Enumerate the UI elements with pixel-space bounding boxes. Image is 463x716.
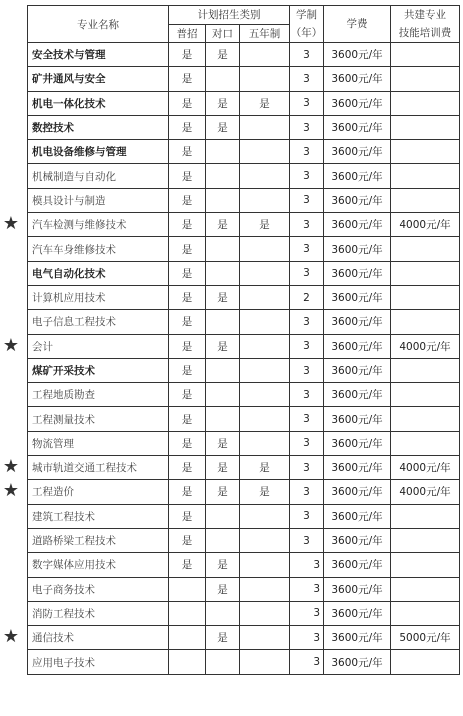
putong-cell: 是 xyxy=(169,528,206,552)
putong-cell xyxy=(169,577,206,601)
wunian-cell xyxy=(240,43,290,67)
years-cell: 3 xyxy=(290,601,324,625)
years-cell: 3 xyxy=(290,456,324,480)
fee-cell: 3600元/年 xyxy=(324,358,391,382)
fee-cell: 3600元/年 xyxy=(324,310,391,334)
star-icon: ★ xyxy=(2,456,20,477)
putong-cell: 是 xyxy=(169,91,206,115)
wunian-cell xyxy=(240,164,290,188)
major-name-cell: 汽车检测与维修技术 xyxy=(28,213,169,237)
putong-cell: 是 xyxy=(169,456,206,480)
table-row xyxy=(28,601,460,625)
table-row xyxy=(28,456,460,480)
years-cell: 3 xyxy=(290,334,324,358)
wunian-cell xyxy=(240,504,290,528)
fee-cell: 3600元/年 xyxy=(324,334,391,358)
major-name-cell: 通信技术 xyxy=(28,626,169,650)
table-row xyxy=(28,115,460,139)
duikou-cell xyxy=(206,504,240,528)
putong-cell: 是 xyxy=(169,43,206,67)
training-fee-cell xyxy=(391,285,460,309)
table-row xyxy=(28,188,460,212)
years-cell: 3 xyxy=(290,213,324,237)
duikou-cell xyxy=(206,261,240,285)
table-row xyxy=(28,480,460,504)
major-name-cell: 电子信息工程技术 xyxy=(28,310,169,334)
years-cell: 3 xyxy=(290,431,324,455)
table-row xyxy=(28,577,460,601)
training-fee-cell: 4000元/年 xyxy=(391,334,460,358)
duikou-cell xyxy=(206,601,240,625)
major-name-cell: 煤矿开采技术 xyxy=(28,358,169,382)
putong-cell: 是 xyxy=(169,383,206,407)
major-name-cell: 电气自动化技术 xyxy=(28,261,169,285)
training-fee-cell xyxy=(391,504,460,528)
major-name-cell: 工程测量技术 xyxy=(28,407,169,431)
table-row xyxy=(28,213,460,237)
fee-cell: 3600元/年 xyxy=(324,285,391,309)
training-fee-cell xyxy=(391,91,460,115)
header-training-line1: 共建专业 xyxy=(404,9,447,21)
table-row xyxy=(28,553,460,577)
duikou-cell xyxy=(206,67,240,91)
putong-cell: 是 xyxy=(169,310,206,334)
duikou-cell: 是 xyxy=(206,91,240,115)
wunian-cell xyxy=(240,383,290,407)
years-cell: 3 xyxy=(290,310,324,334)
putong-cell xyxy=(169,601,206,625)
putong-cell: 是 xyxy=(169,261,206,285)
wunian-cell: 是 xyxy=(240,480,290,504)
table-row xyxy=(28,164,460,188)
table-row xyxy=(28,67,460,91)
years-cell: 3 xyxy=(290,626,324,650)
wunian-cell xyxy=(240,601,290,625)
wunian-cell xyxy=(240,407,290,431)
major-name-cell: 计算机应用技术 xyxy=(28,285,169,309)
years-cell: 3 xyxy=(290,140,324,164)
years-cell: 3 xyxy=(290,188,324,212)
fee-cell: 3600元/年 xyxy=(324,504,391,528)
header-row-top xyxy=(28,6,460,25)
wunian-cell xyxy=(240,334,290,358)
years-cell: 3 xyxy=(290,358,324,382)
fee-cell: 3600元/年 xyxy=(324,140,391,164)
years-cell: 3 xyxy=(290,650,324,674)
fee-cell: 3600元/年 xyxy=(324,91,391,115)
table-row xyxy=(28,504,460,528)
table-row xyxy=(28,43,460,67)
putong-cell: 是 xyxy=(169,188,206,212)
training-fee-cell xyxy=(391,553,460,577)
table-row xyxy=(28,334,460,358)
training-fee-cell xyxy=(391,577,460,601)
fee-cell: 3600元/年 xyxy=(324,456,391,480)
duikou-cell: 是 xyxy=(206,626,240,650)
table-row xyxy=(28,650,460,674)
fee-cell: 3600元/年 xyxy=(324,480,391,504)
header-fee: 学费 xyxy=(324,6,391,43)
putong-cell: 是 xyxy=(169,358,206,382)
fee-cell: 3600元/年 xyxy=(324,553,391,577)
star-icon: ★ xyxy=(2,335,20,356)
major-name-cell: 工程造价 xyxy=(28,480,169,504)
training-fee-cell xyxy=(391,140,460,164)
wunian-cell: 是 xyxy=(240,91,290,115)
header-plan: 计划招生类别 xyxy=(169,6,290,25)
years-cell: 3 xyxy=(290,67,324,91)
fee-cell: 3600元/年 xyxy=(324,601,391,625)
years-cell: 3 xyxy=(290,91,324,115)
training-fee-cell: 5000元/年 xyxy=(391,626,460,650)
header-years xyxy=(290,6,324,43)
table-row xyxy=(28,285,460,309)
fee-cell: 3600元/年 xyxy=(324,213,391,237)
major-name-cell: 模具设计与制造 xyxy=(28,188,169,212)
table-row xyxy=(28,91,460,115)
wunian-cell xyxy=(240,67,290,91)
fee-cell: 3600元/年 xyxy=(324,431,391,455)
table-row xyxy=(28,431,460,455)
training-fee-cell xyxy=(391,237,460,261)
training-fee-cell xyxy=(391,431,460,455)
duikou-cell xyxy=(206,310,240,334)
duikou-cell: 是 xyxy=(206,480,240,504)
duikou-cell xyxy=(206,188,240,212)
major-name-cell: 电子商务技术 xyxy=(28,577,169,601)
years-cell: 3 xyxy=(290,261,324,285)
wunian-cell xyxy=(240,431,290,455)
table-row xyxy=(28,528,460,552)
years-cell: 3 xyxy=(290,528,324,552)
training-fee-cell xyxy=(391,528,460,552)
putong-cell: 是 xyxy=(169,407,206,431)
major-name-cell: 工程地质勘查 xyxy=(28,383,169,407)
putong-cell: 是 xyxy=(169,285,206,309)
major-name-cell: 汽车车身维修技术 xyxy=(28,237,169,261)
wunian-cell xyxy=(240,650,290,674)
years-cell: 3 xyxy=(290,237,324,261)
wunian-cell xyxy=(240,188,290,212)
training-fee-cell xyxy=(391,67,460,91)
star-icon: ★ xyxy=(2,626,20,647)
years-cell: 3 xyxy=(290,115,324,139)
major-name-cell: 机电一体化技术 xyxy=(28,91,169,115)
fee-cell: 3600元/年 xyxy=(324,650,391,674)
wunian-cell xyxy=(240,237,290,261)
training-fee-cell xyxy=(391,650,460,674)
header-major: 专业名称 xyxy=(28,6,169,43)
duikou-cell xyxy=(206,407,240,431)
wunian-cell xyxy=(240,140,290,164)
training-fee-cell xyxy=(391,407,460,431)
fee-cell: 3600元/年 xyxy=(324,407,391,431)
major-name-cell: 会计 xyxy=(28,334,169,358)
training-fee-cell: 4000元/年 xyxy=(391,213,460,237)
wunian-cell xyxy=(240,285,290,309)
fee-cell: 3600元/年 xyxy=(324,188,391,212)
fee-cell: 3600元/年 xyxy=(324,67,391,91)
duikou-cell xyxy=(206,528,240,552)
major-name-cell: 数字媒体应用技术 xyxy=(28,553,169,577)
wunian-cell: 是 xyxy=(240,456,290,480)
wunian-cell: 是 xyxy=(240,213,290,237)
duikou-cell xyxy=(206,237,240,261)
putong-cell: 是 xyxy=(169,334,206,358)
putong-cell: 是 xyxy=(169,504,206,528)
duikou-cell xyxy=(206,140,240,164)
duikou-cell xyxy=(206,358,240,382)
major-name-cell: 城市轨道交通工程技术 xyxy=(28,456,169,480)
major-name-cell: 机电设备维修与管理 xyxy=(28,140,169,164)
training-fee-cell: 4000元/年 xyxy=(391,480,460,504)
wunian-cell xyxy=(240,528,290,552)
table-row xyxy=(28,140,460,164)
major-name-cell: 应用电子技术 xyxy=(28,650,169,674)
table-row xyxy=(28,626,460,650)
wunian-cell xyxy=(240,577,290,601)
major-name-cell: 数控技术 xyxy=(28,115,169,139)
years-cell: 3 xyxy=(290,480,324,504)
putong-cell: 是 xyxy=(169,553,206,577)
star-icon: ★ xyxy=(2,213,20,234)
enrollment-table xyxy=(27,5,460,675)
putong-cell: 是 xyxy=(169,237,206,261)
training-fee-cell xyxy=(391,601,460,625)
table-body xyxy=(28,43,460,675)
table-row xyxy=(28,261,460,285)
years-cell: 3 xyxy=(290,504,324,528)
fee-cell: 3600元/年 xyxy=(324,261,391,285)
duikou-cell: 是 xyxy=(206,43,240,67)
putong-cell: 是 xyxy=(169,164,206,188)
training-fee-cell xyxy=(391,261,460,285)
duikou-cell: 是 xyxy=(206,334,240,358)
training-fee-cell xyxy=(391,188,460,212)
putong-cell xyxy=(169,650,206,674)
years-cell: 3 xyxy=(290,164,324,188)
years-cell: 3 xyxy=(290,43,324,67)
fee-cell: 3600元/年 xyxy=(324,528,391,552)
putong-cell: 是 xyxy=(169,115,206,139)
header-putong: 普招 xyxy=(169,24,206,43)
table-row xyxy=(28,383,460,407)
training-fee-cell xyxy=(391,310,460,334)
putong-cell: 是 xyxy=(169,480,206,504)
major-name-cell: 消防工程技术 xyxy=(28,601,169,625)
putong-cell: 是 xyxy=(169,67,206,91)
fee-cell: 3600元/年 xyxy=(324,43,391,67)
header-duikou: 对口 xyxy=(206,24,240,43)
duikou-cell: 是 xyxy=(206,456,240,480)
fee-cell: 3600元/年 xyxy=(324,164,391,188)
duikou-cell xyxy=(206,650,240,674)
duikou-cell xyxy=(206,383,240,407)
duikou-cell: 是 xyxy=(206,553,240,577)
fee-cell: 3600元/年 xyxy=(324,383,391,407)
training-fee-cell xyxy=(391,164,460,188)
wunian-cell xyxy=(240,115,290,139)
wunian-cell xyxy=(240,310,290,334)
training-fee-cell xyxy=(391,358,460,382)
major-name-cell: 矿井通风与安全 xyxy=(28,67,169,91)
duikou-cell xyxy=(206,164,240,188)
major-name-cell: 安全技术与管理 xyxy=(28,43,169,67)
putong-cell: 是 xyxy=(169,213,206,237)
putong-cell: 是 xyxy=(169,140,206,164)
wunian-cell xyxy=(240,626,290,650)
years-cell: 3 xyxy=(290,383,324,407)
putong-cell: 是 xyxy=(169,431,206,455)
years-cell: 2 xyxy=(290,285,324,309)
table-row xyxy=(28,358,460,382)
years-cell: 3 xyxy=(290,407,324,431)
putong-cell xyxy=(169,626,206,650)
fee-cell: 3600元/年 xyxy=(324,115,391,139)
duikou-cell: 是 xyxy=(206,431,240,455)
fee-cell: 3600元/年 xyxy=(324,237,391,261)
training-fee-cell xyxy=(391,43,460,67)
wunian-cell xyxy=(240,358,290,382)
header-years-line2: （年） xyxy=(290,27,323,39)
duikou-cell: 是 xyxy=(206,577,240,601)
major-name-cell: 建筑工程技术 xyxy=(28,504,169,528)
duikou-cell: 是 xyxy=(206,285,240,309)
wunian-cell xyxy=(240,553,290,577)
wunian-cell xyxy=(240,261,290,285)
training-fee-cell xyxy=(391,383,460,407)
major-name-cell: 机械制造与自动化 xyxy=(28,164,169,188)
years-cell: 3 xyxy=(290,577,324,601)
table-row xyxy=(28,237,460,261)
header-years-line1: 学制 xyxy=(296,9,318,21)
training-fee-cell xyxy=(391,115,460,139)
fee-cell: 3600元/年 xyxy=(324,626,391,650)
header-wunian: 五年制 xyxy=(240,24,290,43)
table-row xyxy=(28,310,460,334)
years-cell: 3 xyxy=(290,553,324,577)
duikou-cell: 是 xyxy=(206,213,240,237)
star-icon: ★ xyxy=(2,480,20,501)
major-name-cell: 道路桥梁工程技术 xyxy=(28,528,169,552)
header-training xyxy=(391,6,460,43)
fee-cell: 3600元/年 xyxy=(324,577,391,601)
header-training-line2: 技能培训费 xyxy=(398,27,452,39)
major-name-cell: 物流管理 xyxy=(28,431,169,455)
training-fee-cell: 4000元/年 xyxy=(391,456,460,480)
duikou-cell: 是 xyxy=(206,115,240,139)
table-row xyxy=(28,407,460,431)
